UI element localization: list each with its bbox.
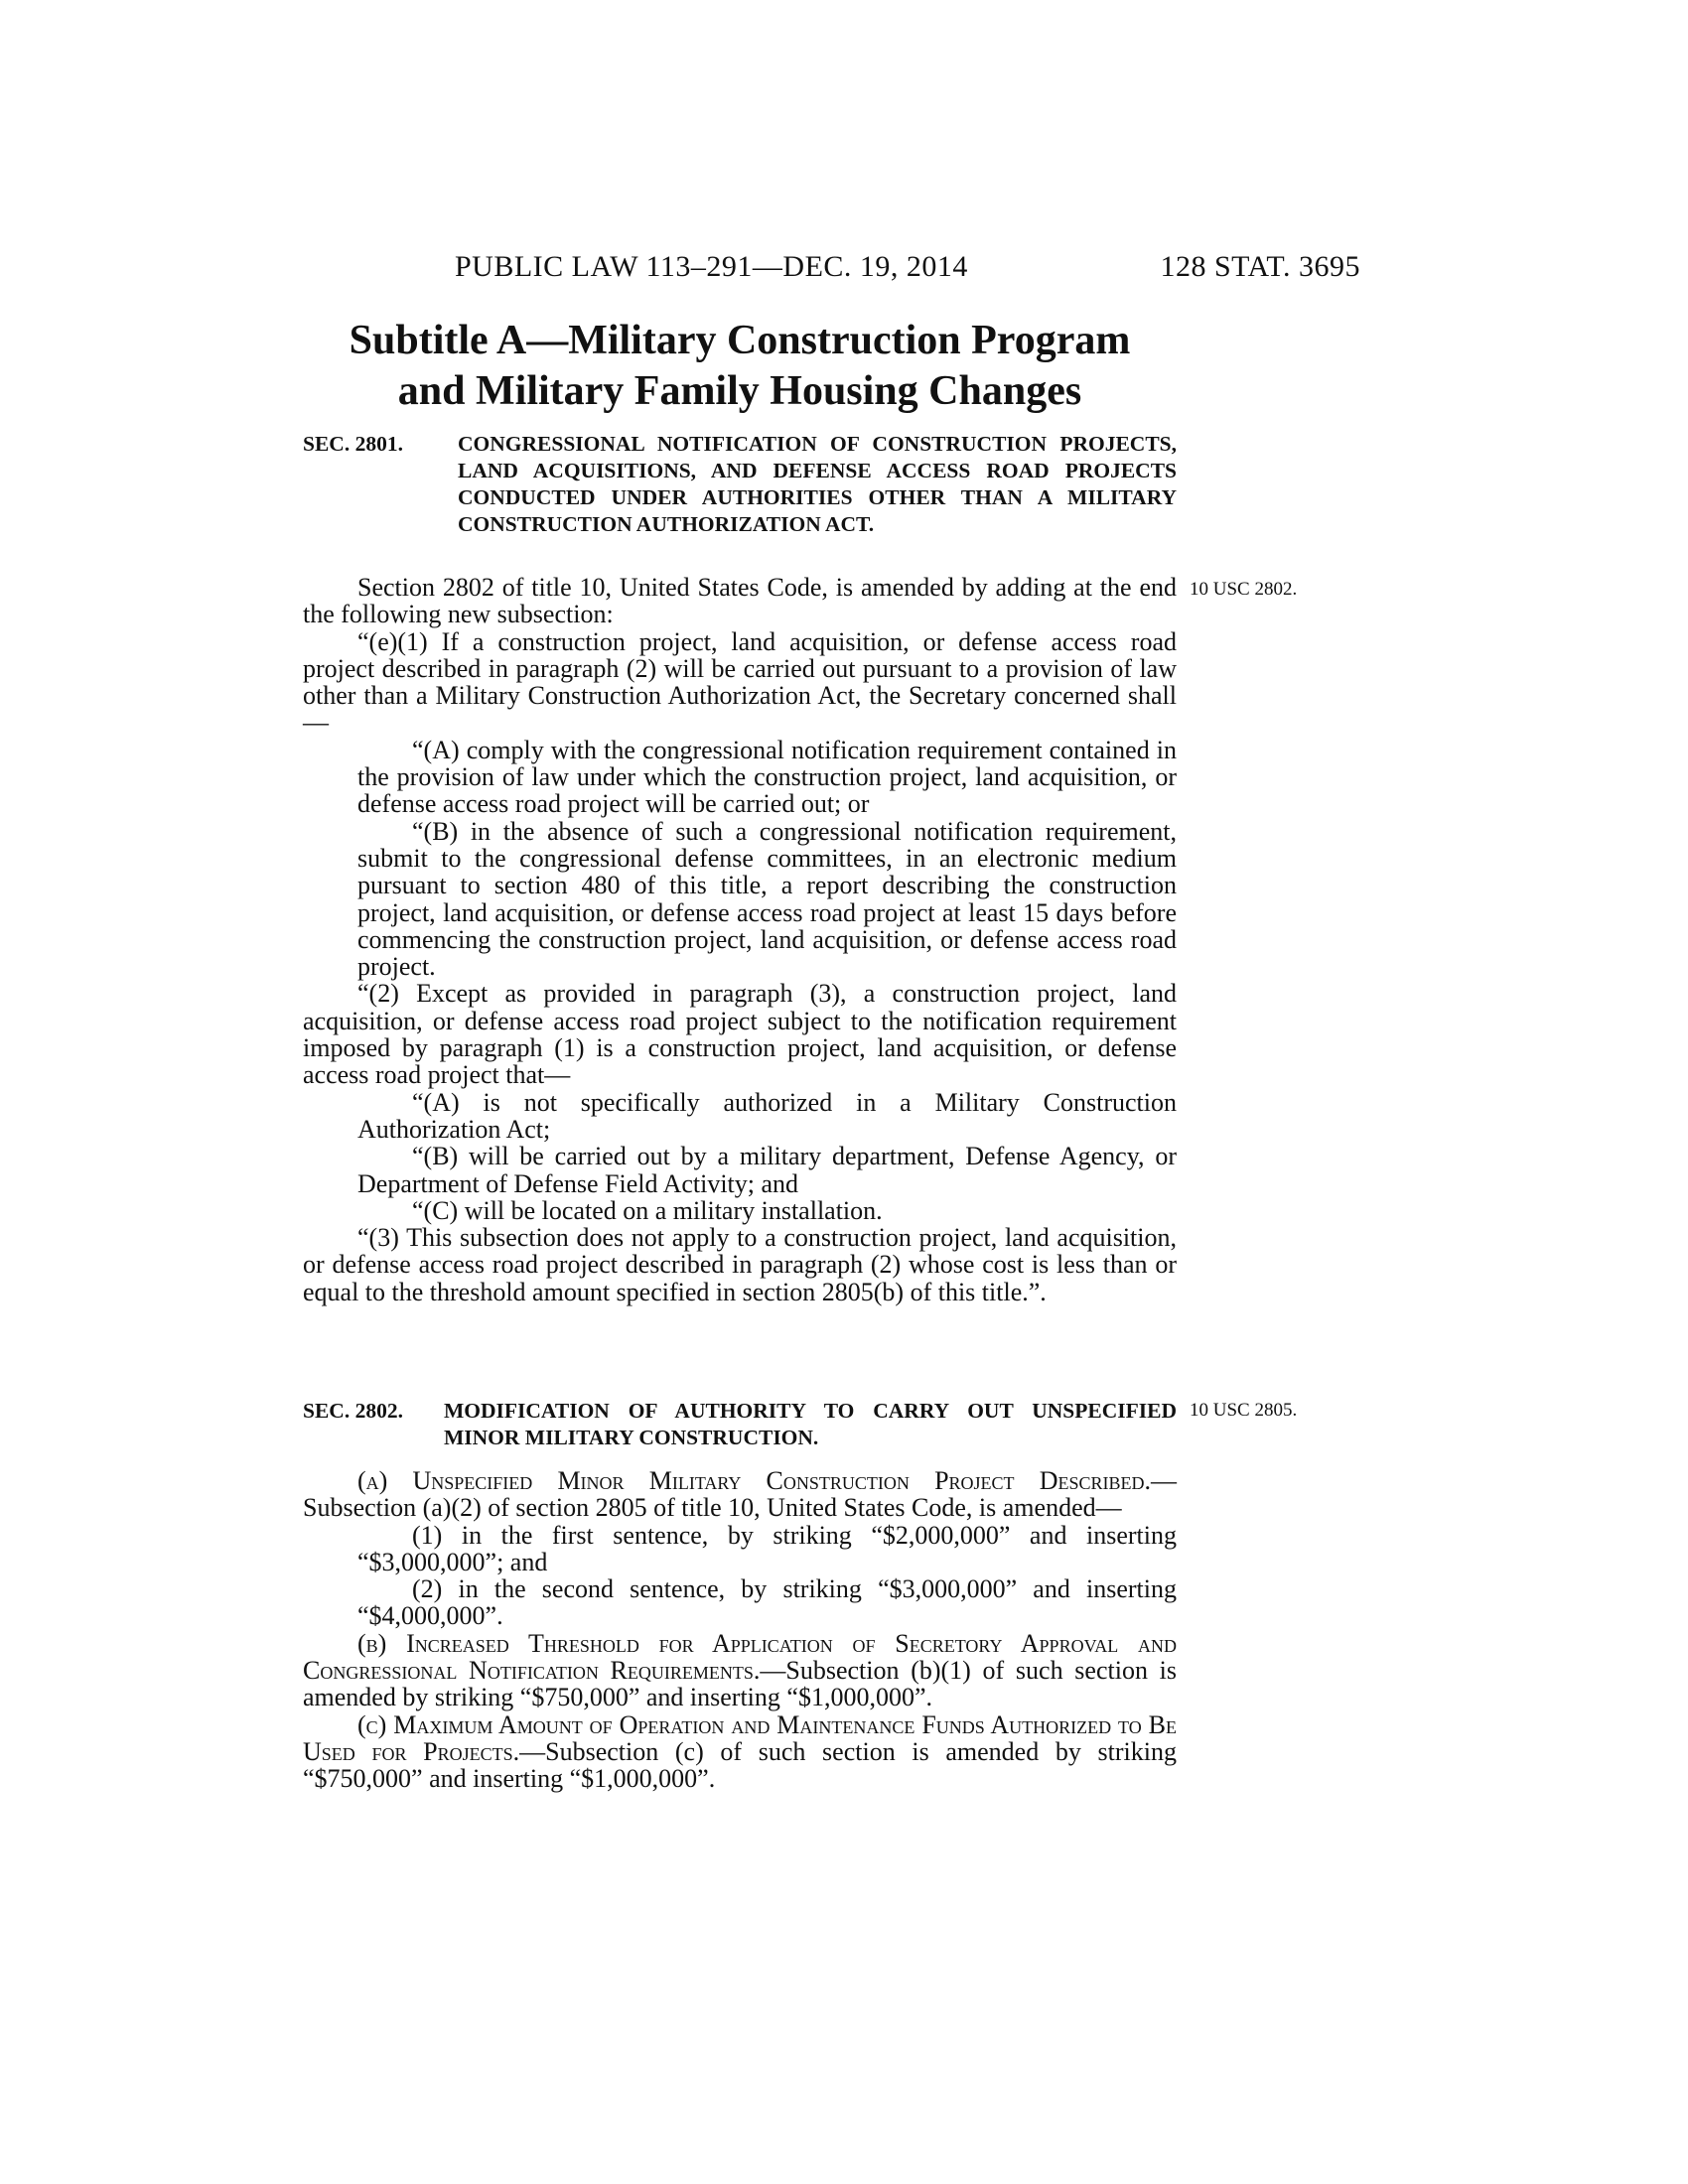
sec-2801-e2-B: “(B) will be carried out by a military department, Defense Agency, or Department of Defense Field Activity; and xyxy=(357,1142,1177,1198)
sec-2802-subsection-c xyxy=(303,1711,1177,1793)
sec-2801-e1: “(e)(1) If a construction project, land acquisition, or defense access road project described in paragraph (2) will be carried out pursuant to a provision of law other than a Military Construction Authorization Act, the Secretary concerned shall— xyxy=(303,626,1177,738)
subtitle-heading xyxy=(303,316,1177,417)
subsection-c-text: —Subsection (c) of such section is amended by striking “$750,000” and inserting “$1,000,000”. xyxy=(303,1736,1177,1794)
sec-2802-a-1: (1) in the first sentence, by striking “$2,000,000” and inserting “$3,000,000”; and xyxy=(357,1520,1177,1576)
subsection-a-heading: (a) Unspecified Minor Military Construction Project Described. xyxy=(357,1466,1151,1495)
sec-2801-e3: “(3) This subsection does not apply to a construction project, land acquisition, or defense access road project described in paragraph (2) whose cost is less than or equal to the threshold amount specified in section 2805(b) of this title.”. xyxy=(303,1223,1177,1306)
subtitle-line-1: Subtitle A—Military Construction Program xyxy=(349,318,1131,363)
section-2802-body xyxy=(303,1467,1177,1793)
sec-2801-e1-B: “(B) in the absence of such a congressional notification requirement, submit to the congressional defense committees, in an electronic medium pursuant to section 480 of this title, a report describing the construction project, land acquisition, or defense access road project at least 15 days before commencing the construction project, land acquisition, or defense access road project. xyxy=(357,816,1177,982)
subsection-b-heading: (b) Increased Threshold for Application of Secretory Approval and Congressional Notification Requirements. xyxy=(303,1628,1177,1686)
sec-2802-subsection-a xyxy=(303,1467,1177,1522)
section-2802-heading xyxy=(303,1398,1177,1451)
section-2802-title: MODIFICATION OF AUTHORITY TO CARRY OUT UNSPECIFIED MINOR MILITARY CONSTRUCTION. xyxy=(444,1399,1177,1449)
section-2801-title: CONGRESSIONAL NOTIFICATION OF CONSTRUCTION PROJECTS, LAND ACQUISITIONS, AND DEFENSE ACCESS ROAD PROJECTS CONDUCTED UNDER AUTHORITIES OTHER THAN A MILITARY CONSTRUCTION AUTHORIZATION ACT. xyxy=(458,432,1177,536)
sec-2802-subsection-b xyxy=(303,1630,1177,1711)
subtitle-line-2: and Military Family Housing Changes xyxy=(397,368,1082,414)
sec-2801-e1-A: “(A) comply with the congressional notification requirement contained in the provision of law under which the construction project, land acquisition, or defense access road project will be carried out; or xyxy=(357,735,1177,819)
subsection-a-text: —Subsection (a)(2) of section 2805 of title 10, United States Code, is amended— xyxy=(303,1466,1177,1523)
margin-note-10-usc-2805: 10 USC 2805. xyxy=(1190,1400,1298,1421)
public-law-citation: PUBLIC LAW 113–291—DEC. 19, 2014 xyxy=(455,250,968,283)
statute-page-number: 128 STAT. 3695 xyxy=(1160,250,1360,283)
subsection-b-text: —Subsection (b)(1) of such section is amended by striking “$750,000” and inserting “$1,000,000”. xyxy=(303,1656,1178,1712)
sec-2801-e2: “(2) Except as provided in paragraph (3), a construction project, land acquisition, or defense access road project subject to the notification requirement imposed by paragraph (1) is a construction project, land acquisition, or defense access road project that— xyxy=(303,979,1177,1090)
subsection-c-heading: (c) Maximum Amount of Operation and Maintenance Funds Authorized to Be Used for Projects. xyxy=(303,1709,1177,1766)
sec-2801-intro: Section 2802 of title 10, United States Code, is amended by adding at the end the following new subsection: xyxy=(303,573,1177,629)
sec-2802-a-2: (2) in the second sentence, by striking “$3,000,000” and inserting “$4,000,000”. xyxy=(357,1574,1177,1631)
running-header xyxy=(0,250,1688,290)
section-2801-body xyxy=(303,574,1177,1305)
section-2802-label: SEC. 2802. xyxy=(303,1399,403,1423)
section-2801-label: SEC. 2801. xyxy=(303,432,403,456)
margin-note-10-usc-2802: 10 USC 2802. xyxy=(1190,579,1298,600)
section-2801-heading xyxy=(303,431,1177,538)
sec-2801-e2-C: “(C) will be located on a military installation. xyxy=(412,1195,883,1225)
sec-2801-e2-A: “(A) is not specifically authorized in a Military Construction Authorization Act; xyxy=(357,1087,1177,1144)
